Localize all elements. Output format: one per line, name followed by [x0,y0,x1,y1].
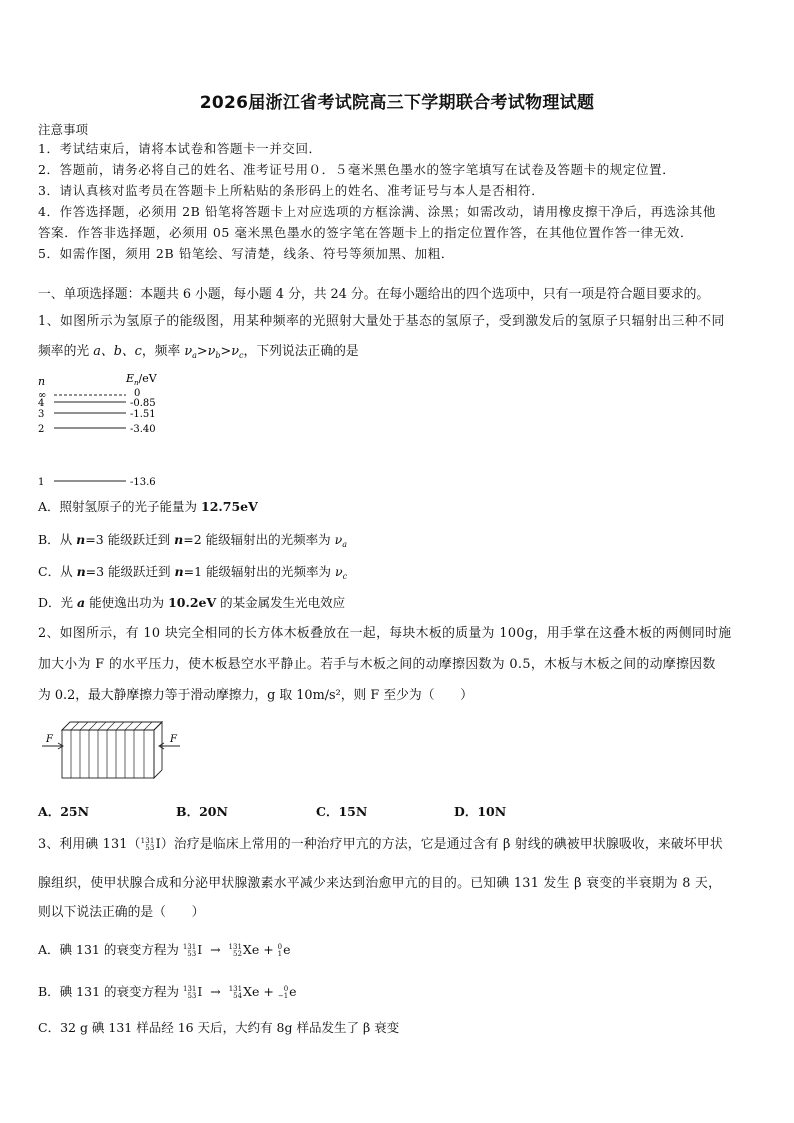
q1-stem-line2: 频率的光 a、b、c，频率 $\nu_a>\nu_b>\nu_c$，下列说法正确的是 [38,344,359,360]
level-infinity-e: 0 [134,388,141,399]
stacked-boards-diagram [40,716,190,786]
q1-lights: a、b、c [93,344,142,359]
level-2-n: 2 [38,424,45,435]
q2-option-b[interactable]: B．20N [176,804,228,819]
q3-option-b[interactable]: B．碘 131 的衰变方程为 131 53 I → 131 54 Xe + 0 −1 e [38,984,297,1000]
level-1-e: -13.6 [130,477,156,488]
level-3-e: -1.51 [130,409,156,420]
q2-stem-line3: 为 0.2，最大静摩擦力等于滑动摩擦力，g 取 10m/s²，则 F 至少为（ ） [38,688,473,703]
q3-stem-line3: 则以下说法正确的是（ ） [38,905,205,920]
level-4-e: -0.85 [130,398,156,409]
q2-stem-line2: 加大小为 F 的水平压力，使木板悬空水平静止。若手与木板之间的动摩擦因数为 0.5，木板与木板之间的动摩擦因数 [38,657,716,672]
notice-item-5: 5．如需作图，须用 2B 铅笔绘、写清楚，线条、符号等须加黑、加粗． [38,246,454,261]
notice-item-1: 1．考试结束后，请将本试卷和答题卡一并交回． [38,141,322,156]
level-1-n: 1 [38,477,45,488]
section-heading: 一、单项选择题：本题共 6 小题，每小题 4 分，共 24 分。在每小题给出的四个选项中，只有一项是符合题目要求的。 [38,287,710,302]
q2-option-a[interactable]: A．25N [38,804,90,819]
notice-item-3: 3．请认真核对监考员在答题卡上所粘贴的条形码上的姓名、准考证号与本人是否相符． [38,183,545,198]
q1-option-a[interactable]: A．照射氢原子的光子能量为 12.75eV [38,499,258,514]
q3-option-c[interactable]: C．32 g 碘 131 样品经 16 天后，大约有 8g 样品发生了 β 衰变 [38,1020,400,1035]
q3-option-a[interactable]: A．碘 131 的衰变方程为 131 53 I → 131 52 Xe + 0 1 e [38,942,291,958]
energy-axis-label: $E_n/eV$ [126,372,157,387]
iodine-isotope-notation: 131 53 [140,836,155,852]
q1-stem-line1: 1、如图所示为氢原子的能级图，用某种频率的光照射大量处于基态的氢原子，受到激发后的氢原子只辐射出三种不同 [38,314,725,329]
notice-item-4-cont: 答案．作答非选择题，必须用 05 毫米黑色墨水的签字笔在答题卡上的指定位置作答，在其他位置作答一律无效． [38,225,694,240]
q2-stem-line1: 2、如图所示，有 10 块完全相同的长方体木板叠放在一起，每块木板的质量为 100g，用手掌在这叠木板的两侧同时施 [38,626,732,641]
energy-level-diagram [30,370,190,495]
q3-stem-line2: 腺组织，使甲状腺合成和分泌甲状腺激素水平减少来达到治愈甲亢的目的。已知碘 131 发生 β 衰变的半衰期为 8 天， [38,876,722,891]
force-label-left: F [46,734,53,745]
level-infinity-n: ∞ [38,390,47,401]
q1-option-c[interactable]: C．从 n=3 能级跃迁到 n=1 能级辐射出的光频率为 $\nu_c$ [38,564,348,581]
q2-option-c[interactable]: C．15N [316,804,368,819]
notice-item-4: 4．作答选择题，必须用 2B 铅笔将答题卡上对应选项的方框涂满、涂黑；如需改动，请用橡皮擦干净后，再选涂其他 [38,204,716,219]
q1-option-d[interactable]: D．光 a 能使逸出功为 10.2eV 的某金属发生光电效应 [38,595,346,610]
level-3-n: 3 [38,409,45,420]
q1-option-b[interactable]: B．从 n=3 能级跃迁到 n=2 能级辐射出的光频率为 $\nu_a$ [38,532,347,549]
level-4-n: 4 [38,398,45,409]
page-title: 2026届浙江省考试院高三下学期联合考试物理试题 [199,93,595,113]
q2-option-d[interactable]: D．10N [454,804,507,819]
level-2-e: -3.40 [130,424,156,435]
force-label-right: F [170,734,177,745]
q3-stem-line1: 3、利用碘 131（ 131 53 I）治疗是临床上常用的一种治疗甲亢的方法，它是通过含有 β 射线的碘被甲状腺吸收，来破坏甲状 [38,836,723,852]
notice-heading: 注意事项 [38,122,89,137]
n-axis-label: n [38,375,46,388]
notice-item-2: 2．答题前，请务必将自己的姓名、准考证号用０．５毫米黑色墨水的签字笔填写在试卷及答题卡的规定位置． [38,162,676,177]
